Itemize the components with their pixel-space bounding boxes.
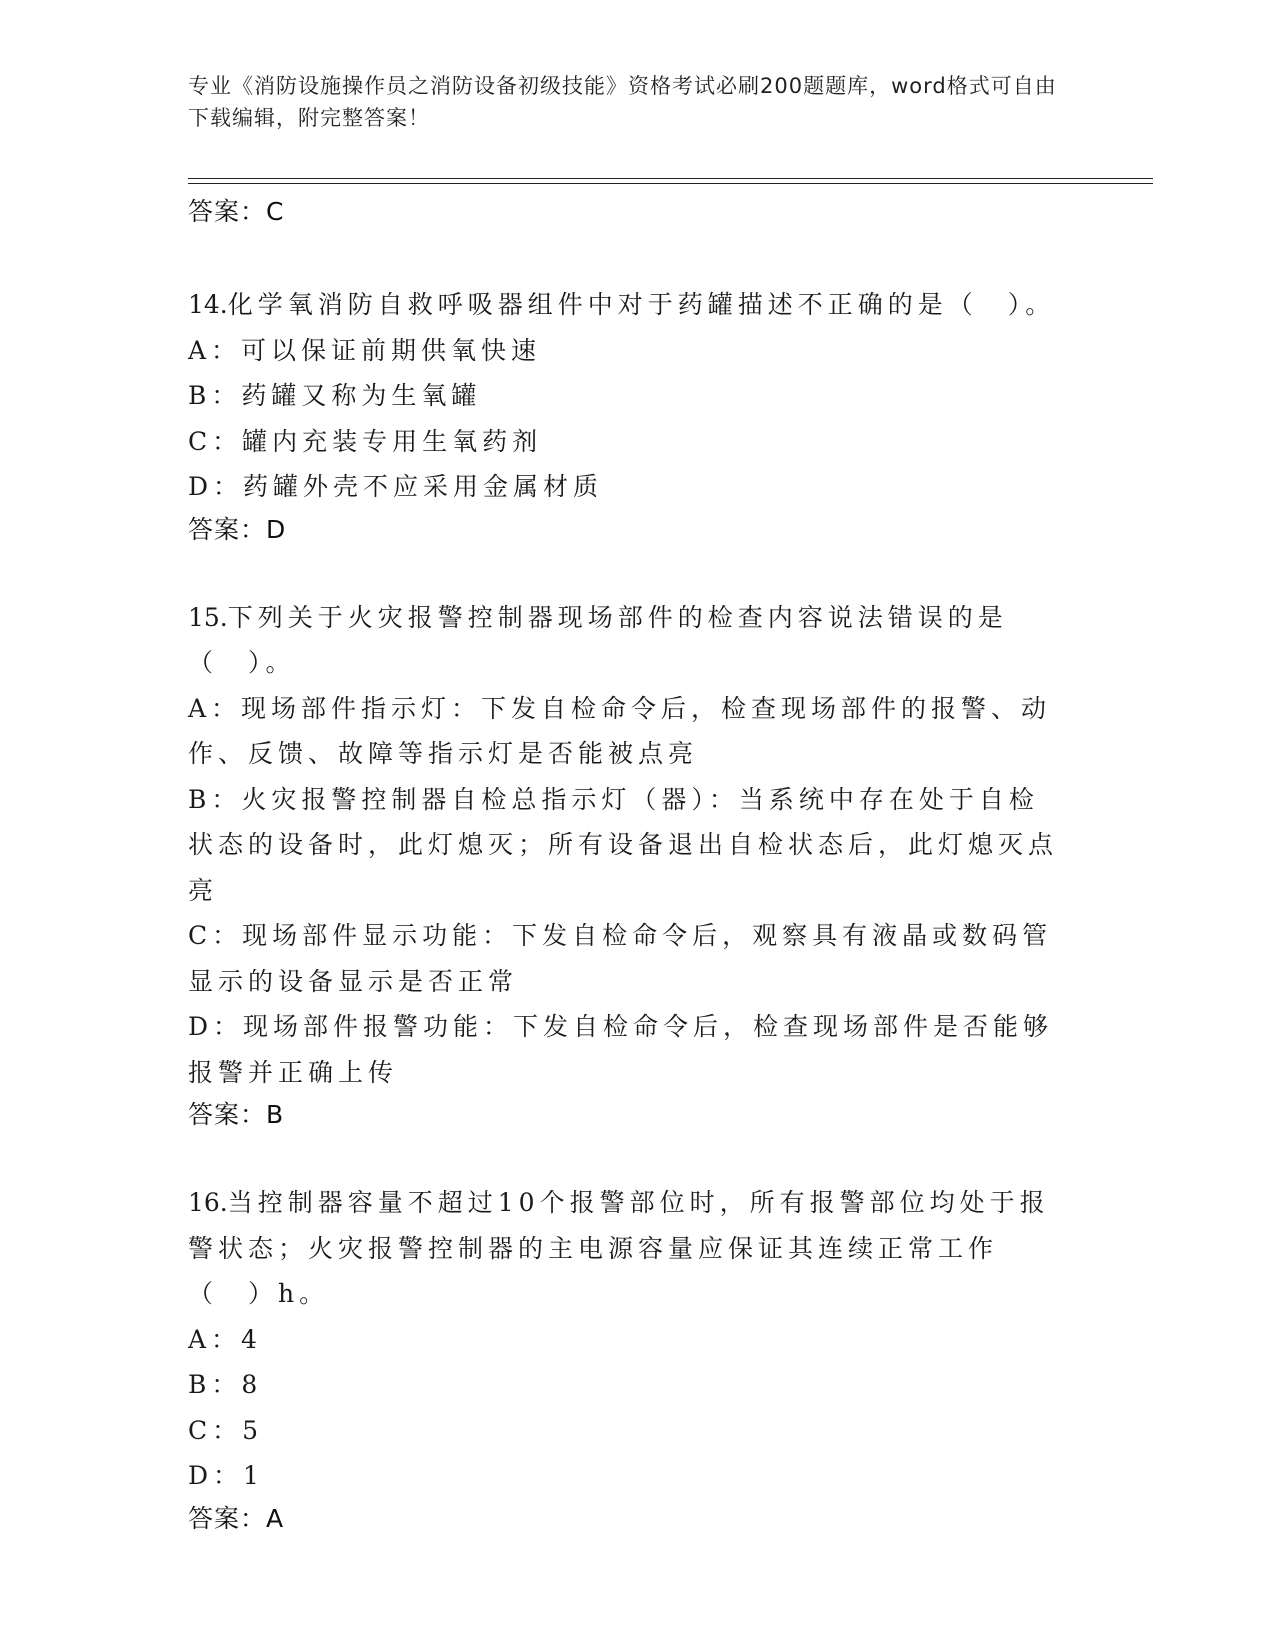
question-14 <box>188 282 1068 550</box>
header-rule-bottom <box>188 183 1153 184</box>
question-16 <box>188 1180 1068 1539</box>
option-b: B：8 <box>188 1370 263 1399</box>
option-c: C：现场部件显示功能：下发自检命令后，观察具有液晶或数码管显示的设备显示是否正常 <box>188 921 1053 996</box>
option-d: D：药罐外壳不应采用金属材质 <box>188 472 604 501</box>
question-stem <box>188 282 1068 328</box>
answer: 答案：B <box>188 1100 285 1129</box>
question-text: 当控制器容量不超过10个报警部位时，所有报警部位均处于报警状态；火灾报警控制器的主电源容量应保证其连续正常工作（ ）h。 <box>188 1188 1050 1308</box>
question-stem <box>188 595 1068 686</box>
answer: 答案：D <box>188 514 287 544</box>
answer-13: 答案：C <box>188 197 285 226</box>
question-15 <box>188 595 1068 1136</box>
question-number: 16. <box>188 1188 228 1217</box>
question-number: 14. <box>188 290 228 319</box>
question-stem <box>188 1180 1068 1317</box>
question-text: 下列关于火灾报警控制器现场部件的检查内容说法错误的是（ ）。 <box>188 602 1008 677</box>
option-b: B：火灾报警控制器自检总指示灯（器）：当系统中存在处于自检状态的设备时，此灯熄灭；所有设备退出自检状态后，此灯熄灭点亮 <box>188 784 1059 905</box>
option-c: C：5 <box>188 1415 264 1445</box>
option-a: A：可以保证前期供氧快速 <box>188 335 542 365</box>
option-d: D：1 <box>188 1461 264 1490</box>
question-text: 化学氧消防自救呼吸器组件中对于药罐描述不正确的是（ ）。 <box>227 290 1056 319</box>
option-a: A：现场部件指示灯：下发自检命令后，检查现场部件的报警、动作、反馈、故障等指示灯是否能被点亮 <box>188 693 1052 768</box>
option-d: D：现场部件报警功能：下发自检命令后，检查现场部件是否能够报警并正确上传 <box>188 1012 1054 1087</box>
option-b: B：药罐又称为生氧罐 <box>188 381 482 410</box>
option-c: C：罐内充装专用生氧药剂 <box>188 426 543 456</box>
document-header: 专业《消防设施操作员之消防设备初级技能》资格考试必刷200题题库，word格式可自由下载编辑，附完整答案！ <box>188 74 1057 130</box>
question-list <box>188 282 1068 1584</box>
header-rule-top <box>188 178 1153 179</box>
answer: 答案：A <box>188 1503 285 1533</box>
question-number: 15. <box>188 602 228 632</box>
option-a: A：4 <box>188 1324 262 1354</box>
